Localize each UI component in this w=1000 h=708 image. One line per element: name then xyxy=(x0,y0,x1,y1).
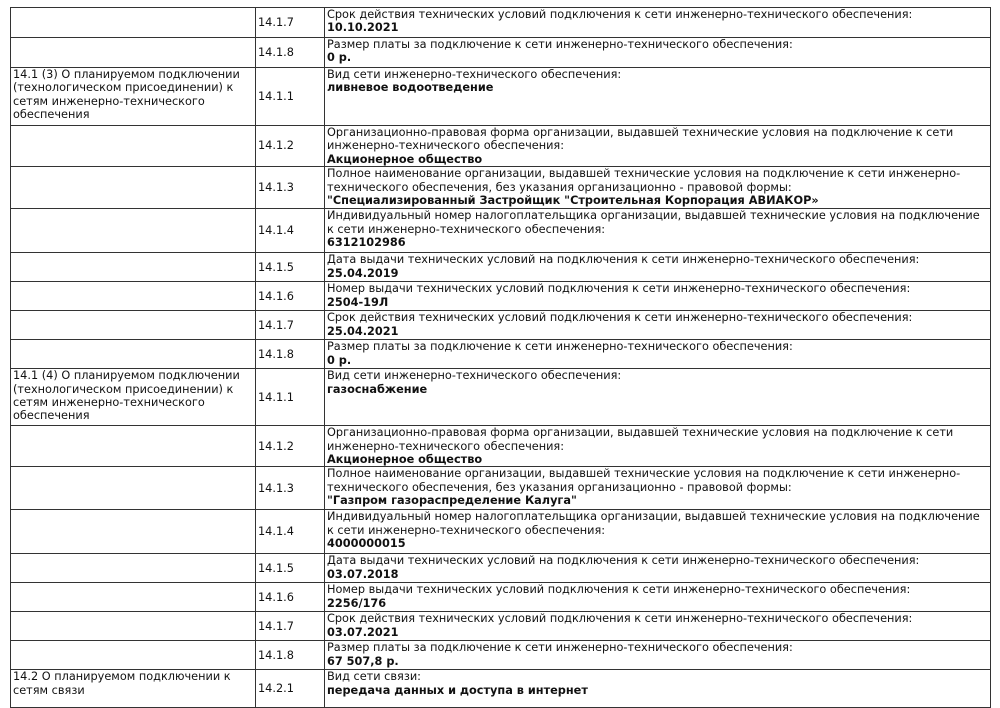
table-row xyxy=(11,8,991,38)
section-cell xyxy=(11,126,256,167)
field-value: 4000000015 xyxy=(327,537,406,551)
table-row xyxy=(11,467,991,510)
field-value: газоснабжение xyxy=(327,382,428,396)
code-cell: 14.1.8 xyxy=(256,38,325,68)
code-cell: 14.1.4 xyxy=(256,510,325,554)
code-cell: 14.1.3 xyxy=(256,467,325,510)
content-cell xyxy=(325,426,991,467)
content-cell xyxy=(325,369,991,426)
field-label: Индивидуальный номер налогоплательщика организации, выдавшей технические условия на подключение к сети инженерно-технического обеспечения: xyxy=(327,209,980,236)
table-row xyxy=(11,282,991,311)
table-row xyxy=(11,311,991,340)
table-row xyxy=(11,612,991,641)
field-value: "Специализированный Застройщик "Строительная Корпорация АВИАКОР» xyxy=(327,194,819,208)
field-value: "Газпром газораспределение Калуга" xyxy=(327,494,577,508)
field-value: Акционерное общество xyxy=(327,152,483,166)
section-cell xyxy=(11,209,256,253)
content-cell xyxy=(325,641,991,670)
table-row xyxy=(11,253,991,282)
table-row xyxy=(11,641,991,670)
content-cell xyxy=(325,670,991,708)
field-value: 2256/176 xyxy=(327,596,387,610)
content-cell xyxy=(325,68,991,126)
code-cell: 14.1.6 xyxy=(256,282,325,311)
field-label: Срок действия технических условий подключения к сети инженерно-технического обеспечения: xyxy=(327,8,913,21)
table-row xyxy=(11,554,991,583)
table-row xyxy=(11,426,991,467)
field-label: Срок действия технических условий подключения к сети инженерно-технического обеспечения: xyxy=(327,311,913,325)
field-value: 6312102986 xyxy=(327,236,406,250)
code-cell: 14.2.1 xyxy=(256,670,325,708)
field-label: Размер платы за подключение к сети инженерно-технического обеспечения: xyxy=(327,38,793,51)
table-row xyxy=(11,68,991,126)
code-cell: 14.1.2 xyxy=(256,126,325,167)
code-cell: 14.1.7 xyxy=(256,8,325,38)
field-value: 0 р. xyxy=(327,51,352,65)
table-body xyxy=(11,8,991,708)
section-cell xyxy=(11,554,256,583)
content-cell xyxy=(325,311,991,340)
code-cell: 14.1.2 xyxy=(256,426,325,467)
field-label: Полное наименование организации, выдавшей технические условия на подключение к сети инженерно-технического обеспечения, без указания организационно - правовой формы: xyxy=(327,467,961,494)
table-row xyxy=(11,670,991,708)
table-row xyxy=(11,167,991,209)
content-cell xyxy=(325,340,991,369)
section-cell xyxy=(11,8,256,38)
field-value: 0 р. xyxy=(327,353,352,367)
content-cell xyxy=(325,126,991,167)
code-cell: 14.1.3 xyxy=(256,167,325,209)
table-row xyxy=(11,340,991,369)
code-cell: 14.1.6 xyxy=(256,583,325,612)
declaration-table xyxy=(10,7,991,708)
field-value: 67 507,8 р. xyxy=(327,654,399,668)
field-label: Организационно-правовая форма организации, выдавшей технические условия на подключение к сети инженерно-технического обеспечения: xyxy=(327,426,954,453)
section-cell xyxy=(11,612,256,641)
code-cell: 14.1.5 xyxy=(256,253,325,282)
content-cell xyxy=(325,282,991,311)
field-value: 03.07.2018 xyxy=(327,567,399,581)
code-cell: 14.1.1 xyxy=(256,68,325,126)
field-label: Размер платы за подключение к сети инженерно-технического обеспечения: xyxy=(327,641,793,655)
section-cell xyxy=(11,167,256,209)
code-cell: 14.1.7 xyxy=(256,612,325,641)
content-cell xyxy=(325,510,991,554)
field-label: Размер платы за подключение к сети инженерно-технического обеспечения: xyxy=(327,340,793,354)
field-value: 25.04.2021 xyxy=(327,324,399,338)
section-cell xyxy=(11,426,256,467)
field-label: Номер выдачи технических условий подключения к сети инженерно-технического обеспечения: xyxy=(327,583,911,597)
content-cell xyxy=(325,612,991,641)
code-cell: 14.1.7 xyxy=(256,311,325,340)
content-cell xyxy=(325,253,991,282)
section-cell xyxy=(11,583,256,612)
code-cell: 14.1.1 xyxy=(256,369,325,426)
section-cell xyxy=(11,282,256,311)
field-label: Срок действия технических условий подключения к сети инженерно-технического обеспечения: xyxy=(327,612,913,626)
field-value: ливневое водоотведение xyxy=(327,81,494,95)
table-row xyxy=(11,369,991,426)
section-cell xyxy=(11,510,256,554)
content-cell xyxy=(325,38,991,68)
code-cell: 14.1.8 xyxy=(256,340,325,369)
field-label: Организационно-правовая форма организации, выдавшей технические условия на подключение к сети инженерно-технического обеспечения: xyxy=(327,126,954,153)
field-value: 2504-19Л xyxy=(327,295,389,309)
field-label: Дата выдачи технических условий на подключения к сети инженерно-технического обеспечения: xyxy=(327,554,920,568)
section-cell: 14.2 О планируемом подключении к сетям связи xyxy=(11,670,256,708)
section-cell: 14.1 (4) О планируемом подключении (технологическом присоединении) к сетям инженерно-технического обеспечения xyxy=(11,369,256,426)
field-value: 10.10.2021 xyxy=(327,21,399,35)
content-cell xyxy=(325,209,991,253)
content-cell xyxy=(325,8,991,38)
table-row xyxy=(11,510,991,554)
field-value: передача данных и доступа в интернет xyxy=(327,683,588,697)
field-label: Вид сети инженерно-технического обеспечения: xyxy=(327,369,622,383)
field-label: Вид сети инженерно-технического обеспечения: xyxy=(327,68,622,81)
table-row xyxy=(11,583,991,612)
section-cell xyxy=(11,340,256,369)
field-value: Акционерное общество xyxy=(327,453,483,467)
section-cell xyxy=(11,467,256,510)
field-label: Вид сети связи: xyxy=(327,670,421,684)
field-value: 25.04.2019 xyxy=(327,266,399,280)
code-cell: 14.1.4 xyxy=(256,209,325,253)
content-cell xyxy=(325,167,991,209)
section-cell xyxy=(11,253,256,282)
field-label: Номер выдачи технических условий подключения к сети инженерно-технического обеспечения: xyxy=(327,282,911,296)
table-row xyxy=(11,38,991,68)
field-label: Индивидуальный номер налогоплательщика организации, выдавшей технические условия на подключение к сети инженерно-технического обеспечения: xyxy=(327,510,980,537)
field-label: Дата выдачи технических условий на подключения к сети инженерно-технического обеспечения: xyxy=(327,253,920,267)
field-value: 03.07.2021 xyxy=(327,625,399,639)
content-cell xyxy=(325,583,991,612)
section-cell xyxy=(11,311,256,340)
section-cell xyxy=(11,38,256,68)
section-cell xyxy=(11,641,256,670)
content-cell xyxy=(325,554,991,583)
content-cell xyxy=(325,467,991,510)
code-cell: 14.1.8 xyxy=(256,641,325,670)
table-row xyxy=(11,126,991,167)
field-label: Полное наименование организации, выдавшей технические условия на подключение к сети инженерно-технического обеспечения, без указания организационно - правовой формы: xyxy=(327,167,961,194)
table-row xyxy=(11,209,991,253)
code-cell: 14.1.5 xyxy=(256,554,325,583)
section-cell: 14.1 (3) О планируемом подключении (технологическом присоединении) к сетям инженерно-технического обеспечения xyxy=(11,68,256,126)
